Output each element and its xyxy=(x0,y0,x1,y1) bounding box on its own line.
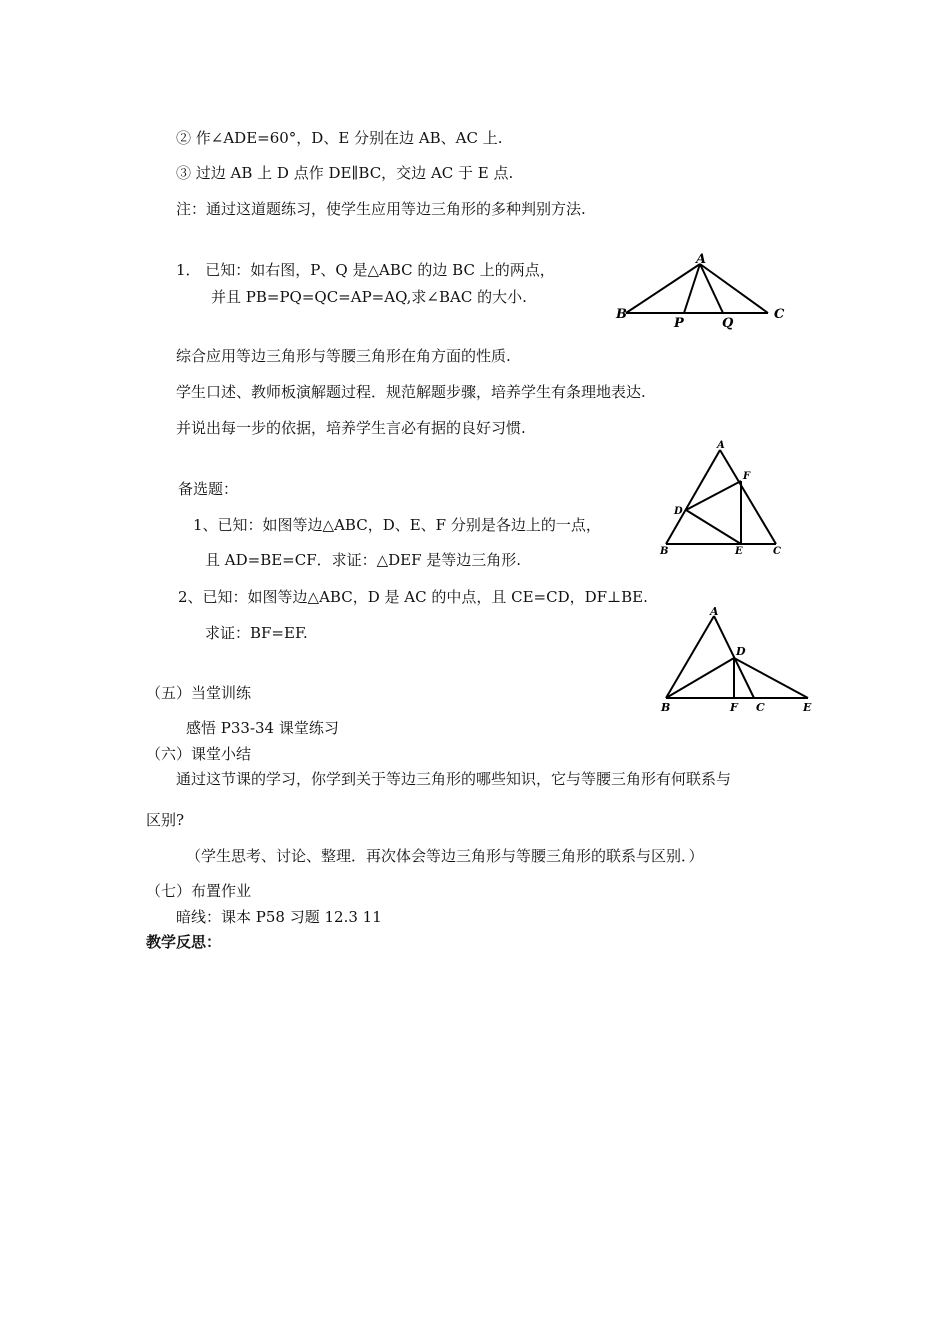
section-5-content: 感悟 P33-34 课堂练习 xyxy=(186,719,339,737)
section-7-heading: （七）布置作业 xyxy=(146,882,252,900)
label-F: F xyxy=(743,471,751,482)
section-6-line-2: 区别? xyxy=(146,811,185,829)
text-line: 综合应用等边三角形与等腰三角形在角方面的性质. xyxy=(176,347,511,365)
text-line: ③ 过边 AB 上 D 点作 DE∥BC，交边 AC 于 E 点. xyxy=(176,164,514,182)
label-C: C xyxy=(773,546,781,557)
label-E: E xyxy=(735,546,743,557)
alt-problem-1-line-2: 且 AD=BE=CF．求证：△DEF 是等边三角形. xyxy=(205,551,522,569)
label-B: B xyxy=(616,307,627,322)
alt-problem-1-line-1: 1、已知：如图等边△ABC，D、E、F 分别是各边上的一点， xyxy=(193,516,601,534)
section-6-line-3: （学生思考、讨论、整理．再次体会等边三角形与等腰三角形的联系与区别．） xyxy=(186,847,704,865)
label-A: A xyxy=(696,252,707,267)
label-B: B xyxy=(660,546,669,557)
label-E: E xyxy=(803,701,812,714)
label-B: B xyxy=(661,701,671,714)
alt-problem-2-line-1: 2、已知：如图等边△ABC，D 是 AC 的中点，且 CE=CD，DF⊥BE. xyxy=(178,588,648,606)
section-5-heading: （五）当堂训练 xyxy=(146,684,252,702)
teaching-reflection-heading: 教学反思： xyxy=(146,933,222,951)
label-P: P xyxy=(674,316,684,331)
figure-triangle-pq xyxy=(612,252,812,332)
label-A: A xyxy=(710,605,719,618)
section-6-heading: （六）课堂小结 xyxy=(146,745,252,763)
section-6-line-1: 通过这节课的学习，你学到关于等边三角形的哪些知识，它与等腰三角形有何联系与 xyxy=(176,770,732,788)
label-Q: Q xyxy=(722,316,734,331)
problem-1-line-2: 并且 PB=PQ=QC=AP=AQ,求∠BAC 的大小. xyxy=(211,288,527,306)
text-line: 注：通过这道题练习，使学生应用等边三角形的多种判别方法. xyxy=(176,200,586,218)
label-D: D xyxy=(674,506,683,517)
label-A: A xyxy=(717,440,725,451)
figure-triangle-bfe xyxy=(656,604,826,719)
label-C: C xyxy=(756,701,765,714)
text-line: 并说出每一步的依据，培养学生言必有据的良好习惯. xyxy=(176,419,526,437)
text-line: 学生口述、教师板演解题过程．规范解题步骤，培养学生有条理地表达. xyxy=(176,383,646,401)
alt-problem-2-line-2: 求证：BF=EF. xyxy=(205,624,308,642)
figure-triangle-def xyxy=(656,438,796,563)
section-7-content: 暗线：课本 P58 习题 12.3 11 xyxy=(176,908,382,926)
alternate-questions-heading: 备选题： xyxy=(178,480,239,498)
label-C: C xyxy=(774,307,785,322)
problem-1-line-1: 1． 已知：如右图，P、Q 是△ABC 的边 BC 上的两点， xyxy=(176,261,555,279)
text-line: ② 作∠ADE=60°，D、E 分别在边 AB、AC 上. xyxy=(176,129,503,147)
label-D: D xyxy=(736,645,746,658)
label-F: F xyxy=(730,701,738,714)
